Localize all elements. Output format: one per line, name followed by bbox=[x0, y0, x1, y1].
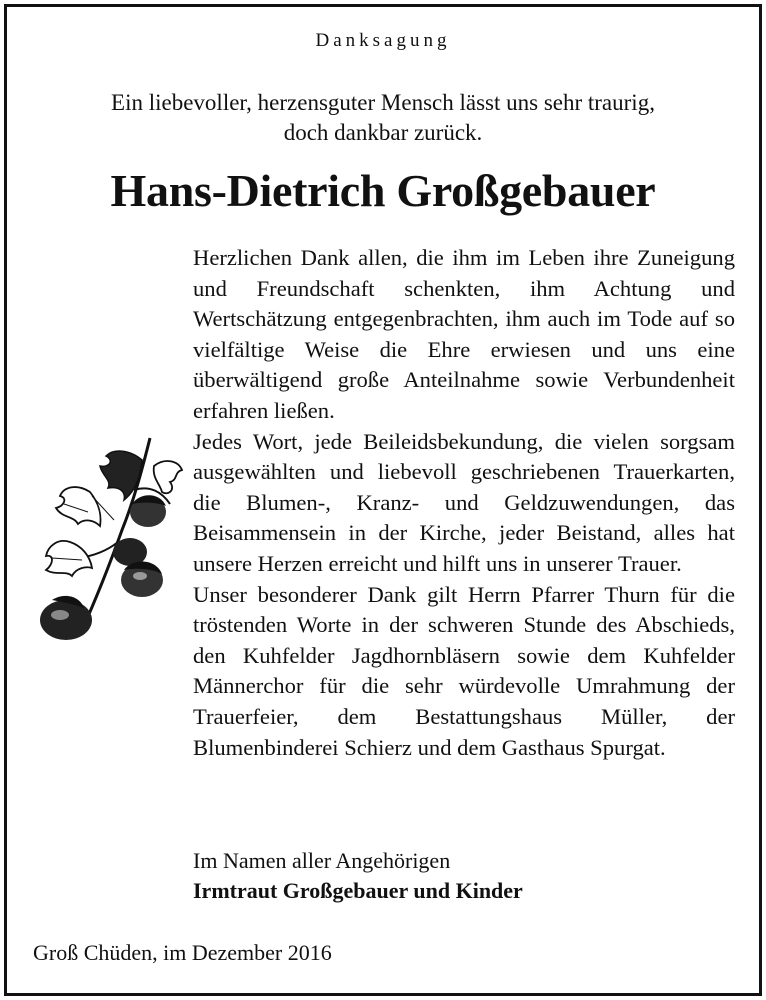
thanks-paragraph-1: Herzlichen Dank allen, die ihm im Leben ihre Zuneigung und Freundschaft schenkten, ihm Achtung und Wertschätzung entgegenbrachten, ihm auch im Tode auf so vielfältige Weise die Ehre erwiesen und uns eine überwältigend große Anteilnahme sowie Verbundenheit erfahren ließen. bbox=[193, 245, 735, 423]
thanks-paragraph-3: Unser besonderer Dank gilt Herrn Pfarrer Thurn für die tröstenden Worte in der schweren Stunde des Abschieds, den Kuhfelder Jagdhornbläsern sowie dem Kuhfelder Männerchor für die sehr würdevolle Umrahmung der Trauerfeier, dem Bestattungshaus Müller, der Blumenbinderei Schierz und dem Gasthaus Spurgat. bbox=[193, 581, 735, 760]
place-date: Groß Chüden, im Dezember 2016 bbox=[33, 940, 332, 965]
intro-line-1: Ein liebevoller, herzensguter Mensch lässt uns sehr traurig, bbox=[111, 90, 655, 115]
signature-block bbox=[193, 846, 523, 906]
intro-line-2: doch dankbar zurück. bbox=[283, 120, 483, 145]
intro-text bbox=[40, 88, 726, 148]
oak-branch-acorns-icon bbox=[30, 430, 185, 645]
deceased-name: Hans-Dietrich Großgebauer bbox=[110, 165, 656, 216]
notice-heading: Danksagung bbox=[315, 30, 451, 51]
thanks-paragraph-2: Jedes Wort, jede Beileidsbekundung, die vielen sorgsam ausgewählten und liebevoll geschriebenen Trauerkarten, die Blumen-, Kranz- und Geldzuwendungen, das Beisammensein in der Kirche, jeder Beistand, alles hat unsere Herzen erreicht und hilft uns in unserer Trauer. bbox=[193, 428, 735, 576]
thanks-body bbox=[193, 243, 735, 763]
signers-line: Irmtraut Großgebauer und Kinder bbox=[193, 878, 523, 903]
behalf-line: Im Namen aller Angehörigen bbox=[193, 848, 451, 873]
